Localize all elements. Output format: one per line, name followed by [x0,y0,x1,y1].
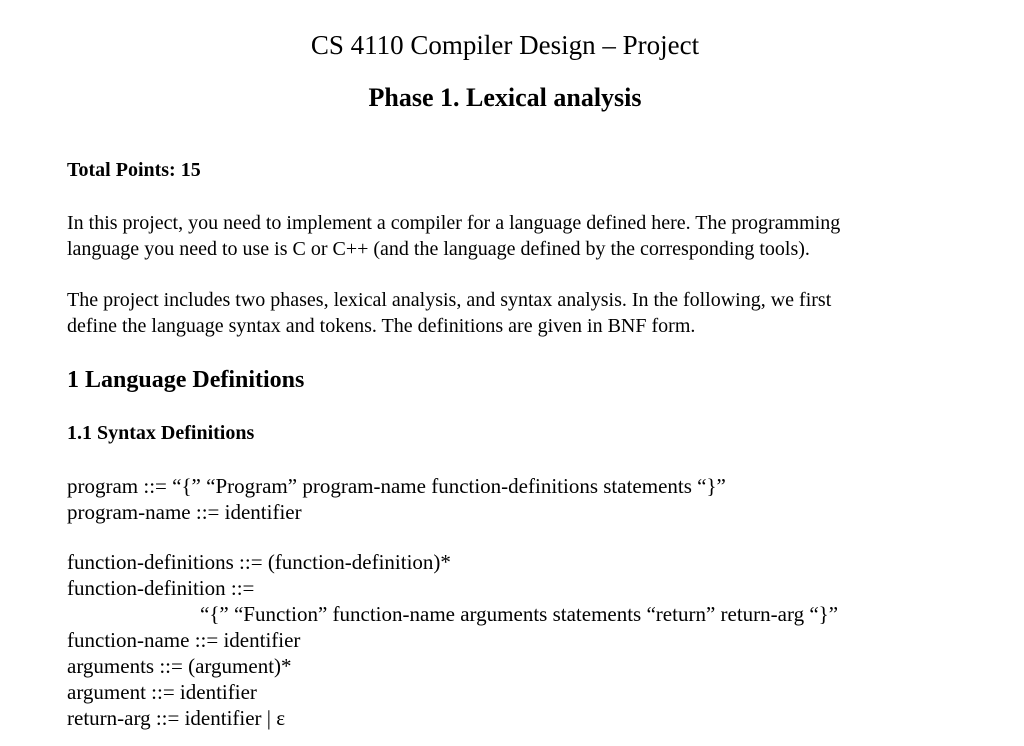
phases-paragraph [67,287,967,339]
grammar-rule: function-definition ::= [67,576,255,600]
intro-paragraph [67,210,967,262]
total-points: Total Points: 15 [67,159,201,181]
grammar-rule: arguments ::= (argument)* [67,654,292,678]
grammar-rule: function-definitions ::= (function-definition)* [67,550,451,574]
intro-line: In this project, you need to implement a compiler for a language defined here. The programming [67,212,841,234]
grammar-rule: program-name ::= identifier [67,500,302,524]
grammar-block-program [67,473,726,525]
phases-line: define the language syntax and tokens. The definitions are given in BNF form. [67,315,696,337]
grammar-rule: function-name ::= identifier [67,628,301,652]
grammar-rule: argument ::= identifier [67,680,257,704]
intro-line: language you need to use is C or C++ (and the language defined by the corresponding tools). [67,238,810,260]
subsection-heading: 1.1 Syntax Definitions [67,422,255,444]
phases-line: The project includes two phases, lexical analysis, and syntax analysis. In the following, we first [67,289,832,311]
grammar-rule: program ::= “{” “Program” program-name function-definitions statements “}” [67,474,726,498]
section-heading: 1 Language Definitions [67,367,305,393]
grammar-rule-continuation: “{” “Function” function-name arguments statements “return” return-arg “}” [200,602,839,626]
document-title: CS 4110 Compiler Design – Project [310,30,700,60]
grammar-block-functions [67,549,838,731]
grammar-rule: return-arg ::= identifier | ε [67,706,286,730]
document-subtitle: Phase 1. Lexical analysis [368,83,642,112]
